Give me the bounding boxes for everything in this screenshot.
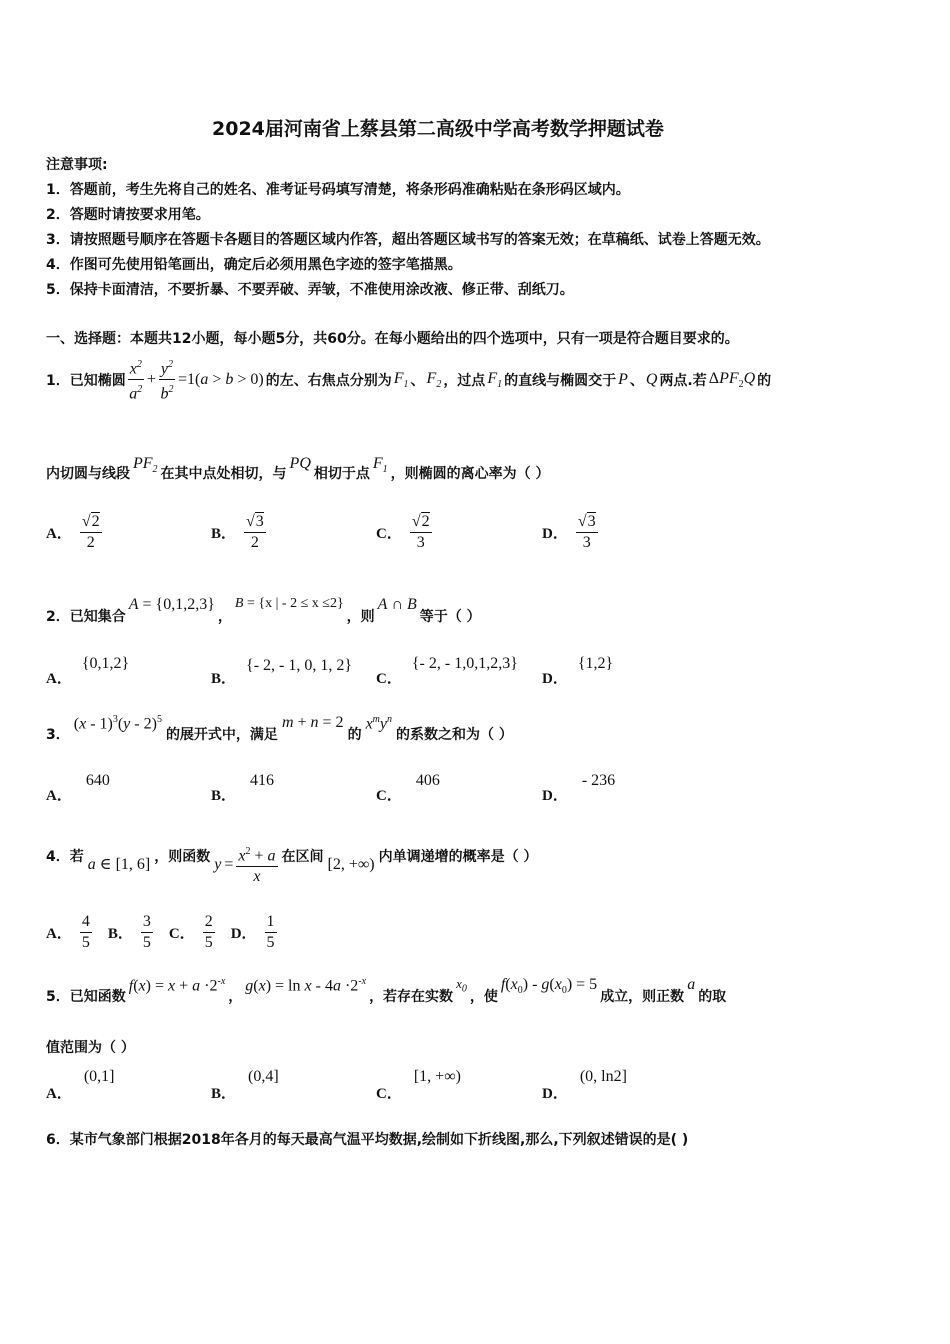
- option-b[interactable]: B． $\frac{3}{5}$: [107, 913, 151, 951]
- question-1-line-2: 内切圆与线段 $PF_2$ 在其中点处相切，与 PQ 相切于点 $F_1$ ，则椭圆的离心率为（ ）: [46, 455, 550, 482]
- q3-options: [46, 772, 746, 802]
- question-1: 1．已知椭圆 $\frac{x^2}{a^2}$ + $\frac{y^2}{b^2}$ =1(a > b > 0) 的左、右焦点分别为 $F_1$ 、 $F_2$ ，过点 $F_1$ 的直线与椭圆交于 P 、 Q 两点.若 $\Delta PF_2Q$ 的: [46, 355, 771, 405]
- notice-item: 2．答题时请按要求用笔。: [46, 207, 210, 223]
- option-b[interactable]: B． {- 2, - 1, 0, 1, 2}: [211, 657, 353, 687]
- ellipse-equation: $\frac{x^2}{a^2}$ + $\frac{y^2}{b^2}$ =1(a > b > 0): [128, 355, 264, 405]
- option-c[interactable]: C． [1, +∞): [376, 1068, 461, 1102]
- notice-heading: 注意事项:: [46, 157, 108, 173]
- q5-options: [46, 1068, 746, 1102]
- question-4: 4．若 a ∈ [1, 6] ，则函数 y = $\frac{x^2 + a}{x}$ 在区间 [2, +∞) 内单调递增的概率是（ ）: [46, 840, 538, 887]
- option-b[interactable]: B． (0,4]: [211, 1068, 279, 1102]
- option-c[interactable]: C． $\frac{√2}{3}$: [376, 513, 430, 551]
- section-heading: 一、选择题：本题共12小题，每小题5分，共60分。在每小题给出的四个选项中，只有一项是符合题目要求的。: [46, 331, 739, 347]
- option-a[interactable]: A． $\frac{√2}{2}$: [46, 513, 100, 551]
- option-d[interactable]: D． - 236: [542, 772, 616, 804]
- option-a[interactable]: A． (0,1]: [46, 1068, 115, 1102]
- option-a[interactable]: A． $\frac{4}{5}$: [46, 913, 90, 951]
- notice-item: 4．作图可先使用铅笔画出，确定后必须用黑色字迹的签字笔描黑。: [46, 257, 462, 273]
- question-3: 3． (x - 1)$^3$(y - 2)$^5$ 的展开式中，满足 m + n = 2 的 $x^my^n$ 的系数之和为（ ）: [46, 714, 513, 743]
- option-c[interactable]: C． {- 2, - 1,0,1,2,3}: [376, 655, 518, 687]
- page-title: 2024届河南省上蔡县第二高级中学高考数学押题试卷: [212, 118, 664, 140]
- option-d[interactable]: D． $\frac{1}{5}$: [230, 913, 275, 951]
- option-d[interactable]: D． (0, ln2]: [542, 1068, 627, 1102]
- option-c[interactable]: C． $\frac{2}{5}$: [168, 913, 213, 951]
- q2-options: [46, 655, 746, 685]
- notice-item: 3．请按照题号顺序在答题卡各题目的答题区域内作答，超出答题区域书写的答案无效；在草稿纸、试卷上答题无效。: [46, 232, 770, 248]
- question-5-line-2: 值范围为（ ）: [46, 1040, 135, 1056]
- q4-options: [46, 912, 277, 953]
- question-5: 5．已知函数 $f(x) = x + a \cdot 2^{-x}$ ， $g(x) = \ln x - 4a \cdot 2^{-x}$ ，若存在实数 $x_0$ ，使 $f(x_0) - g(x_0) = 5$ 成立，则正数 a 的取: [46, 976, 727, 1005]
- q1-options: [46, 512, 746, 562]
- notice-item: 1．答题前，考生先将自己的姓名、准考证号码填写清楚，将条形码准确粘贴在条形码区域内。: [46, 182, 630, 198]
- option-b[interactable]: B． 416: [211, 772, 275, 804]
- option-a[interactable]: A． 640: [46, 772, 110, 804]
- option-b[interactable]: B． $\frac{√3}{2}$: [211, 513, 264, 551]
- question-6: 6．某市气象部门根据2018年各月的每天最高气温平均数据,绘制如下折线图,那么,下列叙述错误的是( ): [46, 1132, 689, 1148]
- notice-item: 5．保持卡面清洁，不要折暴、不要弄破、弄皱，不准使用涂改液、修正带、刮纸刀。: [46, 282, 574, 298]
- option-c[interactable]: C． 406: [376, 772, 440, 804]
- question-2: 2．已知集合 A = {0,1,2,3} ， B = {x | - 2 ≤ x ≤2} ，则 A ∩ B 等于（ ）: [46, 596, 481, 625]
- option-a[interactable]: A． {0,1,2}: [46, 655, 130, 687]
- option-d[interactable]: D． {1,2}: [542, 655, 614, 687]
- option-d[interactable]: D． $\frac{√3}{3}$: [542, 513, 596, 551]
